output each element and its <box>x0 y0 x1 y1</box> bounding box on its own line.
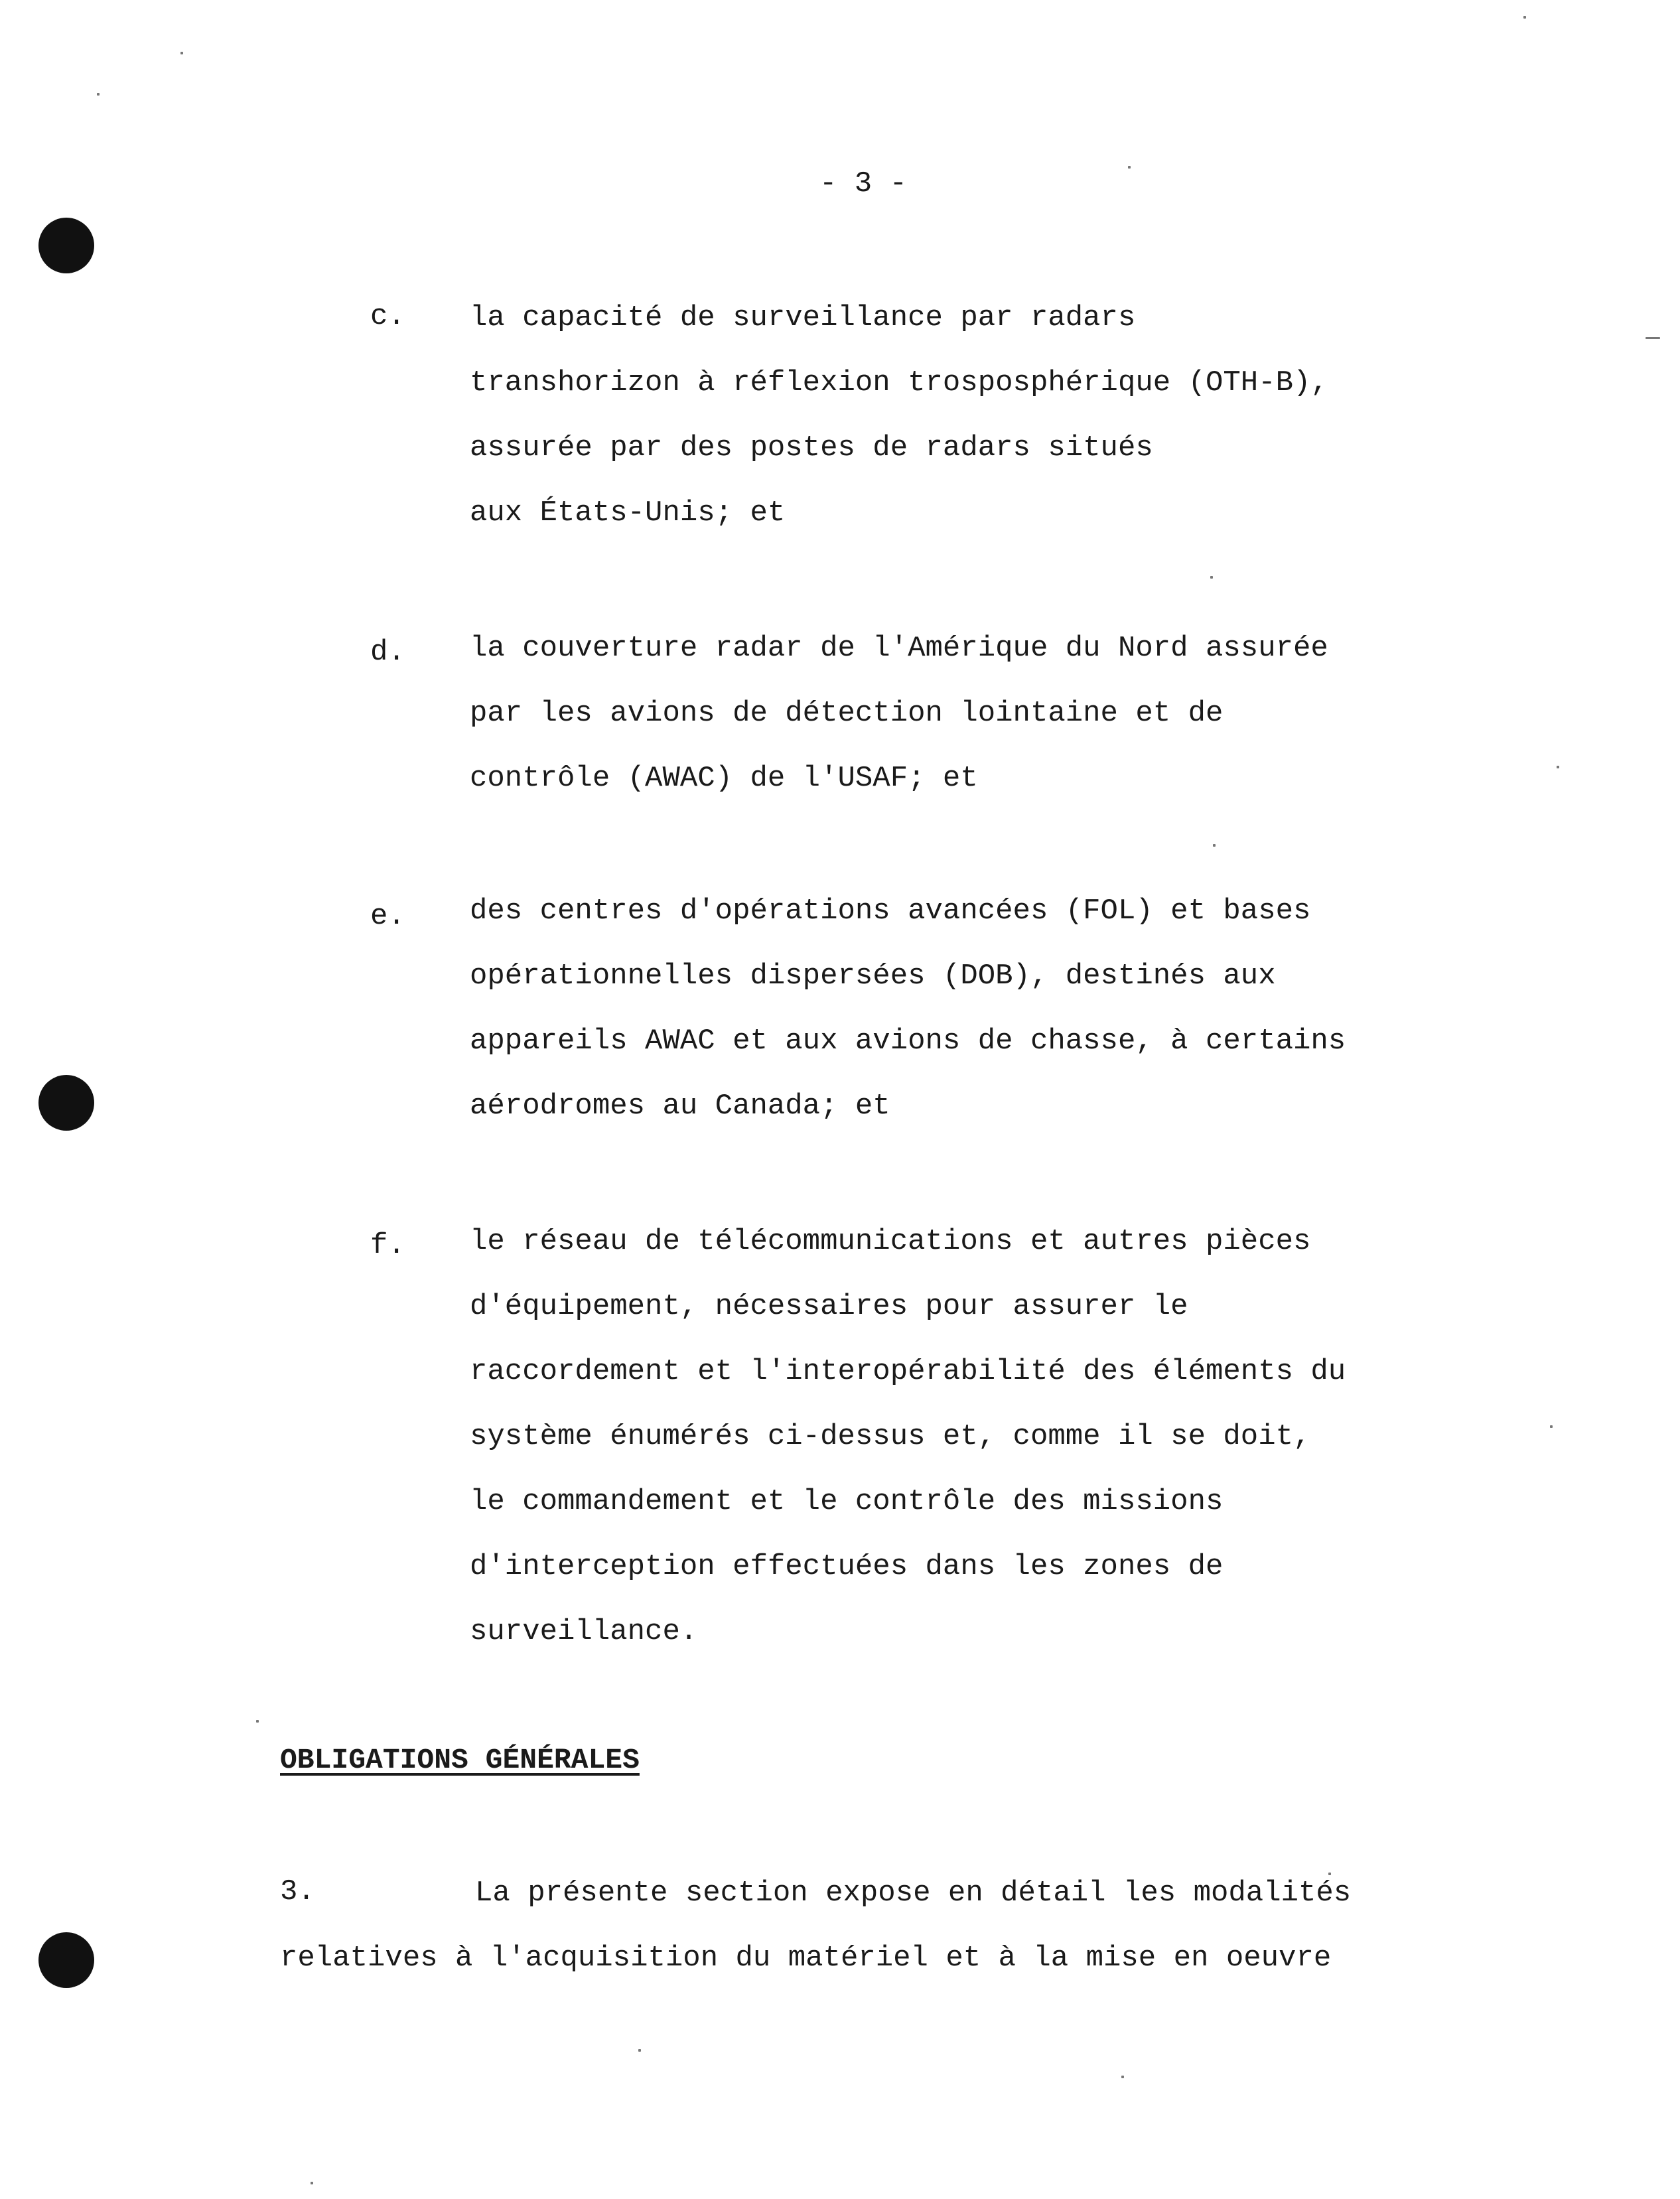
scan-speck <box>311 2182 313 2184</box>
list-item-letter: d. <box>370 636 405 669</box>
text-line: assurée par des postes de radars situés <box>470 431 1153 464</box>
page-number: - 3 - <box>819 167 908 200</box>
scan-speck <box>1523 16 1526 19</box>
list-item-text <box>470 879 1505 1139</box>
scan-speck <box>1213 844 1216 847</box>
text-line: aux États-Unis; et <box>470 496 786 530</box>
text-line: d'interception effectuées dans les zones de <box>470 1550 1224 1583</box>
text-line: La présente section expose en détail les modalités <box>475 1877 1352 1910</box>
text-line: relatives à l'acquisition du matériel et à la mise en oeuvre <box>280 1942 1332 1975</box>
text-line: opérationnelles dispersées (DOB), destinés aux <box>470 959 1276 993</box>
list-item-text <box>470 616 1505 811</box>
scan-speck <box>97 93 100 96</box>
text-line: aérodromes au Canada; et <box>470 1090 890 1123</box>
text-line: d'équipement, nécessaires pour assurer le <box>470 1290 1188 1323</box>
scan-speck <box>1645 337 1660 339</box>
scan-speck <box>1550 1425 1553 1428</box>
scan-speck <box>1557 766 1559 768</box>
text-line: le commandement et le contrôle des missions <box>470 1485 1224 1518</box>
scan-speck <box>1121 2076 1124 2078</box>
paragraph-number: 3. <box>280 1875 315 1908</box>
text-line: raccordement et l'interopérabilité des éléments du <box>470 1355 1346 1388</box>
list-item-letter: f. <box>370 1229 405 1262</box>
list-item-letter: c. <box>370 300 405 333</box>
punch-hole-bottom <box>38 1932 94 1988</box>
punch-hole-middle <box>38 1075 94 1131</box>
scan-speck <box>256 1720 259 1723</box>
text-line: surveillance. <box>470 1615 698 1648</box>
text-line: la couverture radar de l'Amérique du Nord assurée <box>470 632 1328 665</box>
paragraph-text <box>280 1861 1474 1991</box>
scan-speck <box>638 2049 641 2052</box>
section-heading: OBLIGATIONS GÉNÉRALES <box>280 1744 640 1776</box>
text-line: système énumérés ci-dessus et, comme il se doit, <box>470 1420 1311 1453</box>
scan-speck <box>1210 576 1213 579</box>
text-line: par les avions de détection lointaine et de <box>470 697 1224 730</box>
text-line: contrôle (AWAC) de l'USAF; et <box>470 762 978 795</box>
text-line: transhorizon à réflexion trosposphérique (OTH-B), <box>470 366 1328 399</box>
text-line: la capacité de surveillance par radars <box>470 301 1136 334</box>
list-item-text <box>470 1209 1505 1664</box>
scan-speck <box>180 52 183 54</box>
punch-hole-top <box>38 218 94 273</box>
list-item-text <box>470 285 1505 545</box>
list-item-letter: e. <box>370 900 405 933</box>
text-line: appareils AWAC et aux avions de chasse, à certains <box>470 1025 1346 1058</box>
text-line: le réseau de télécommunications et autres pièces <box>470 1225 1311 1258</box>
scan-speck <box>1128 166 1131 169</box>
text-line: des centres d'opérations avancées (FOL) et bases <box>470 894 1311 928</box>
